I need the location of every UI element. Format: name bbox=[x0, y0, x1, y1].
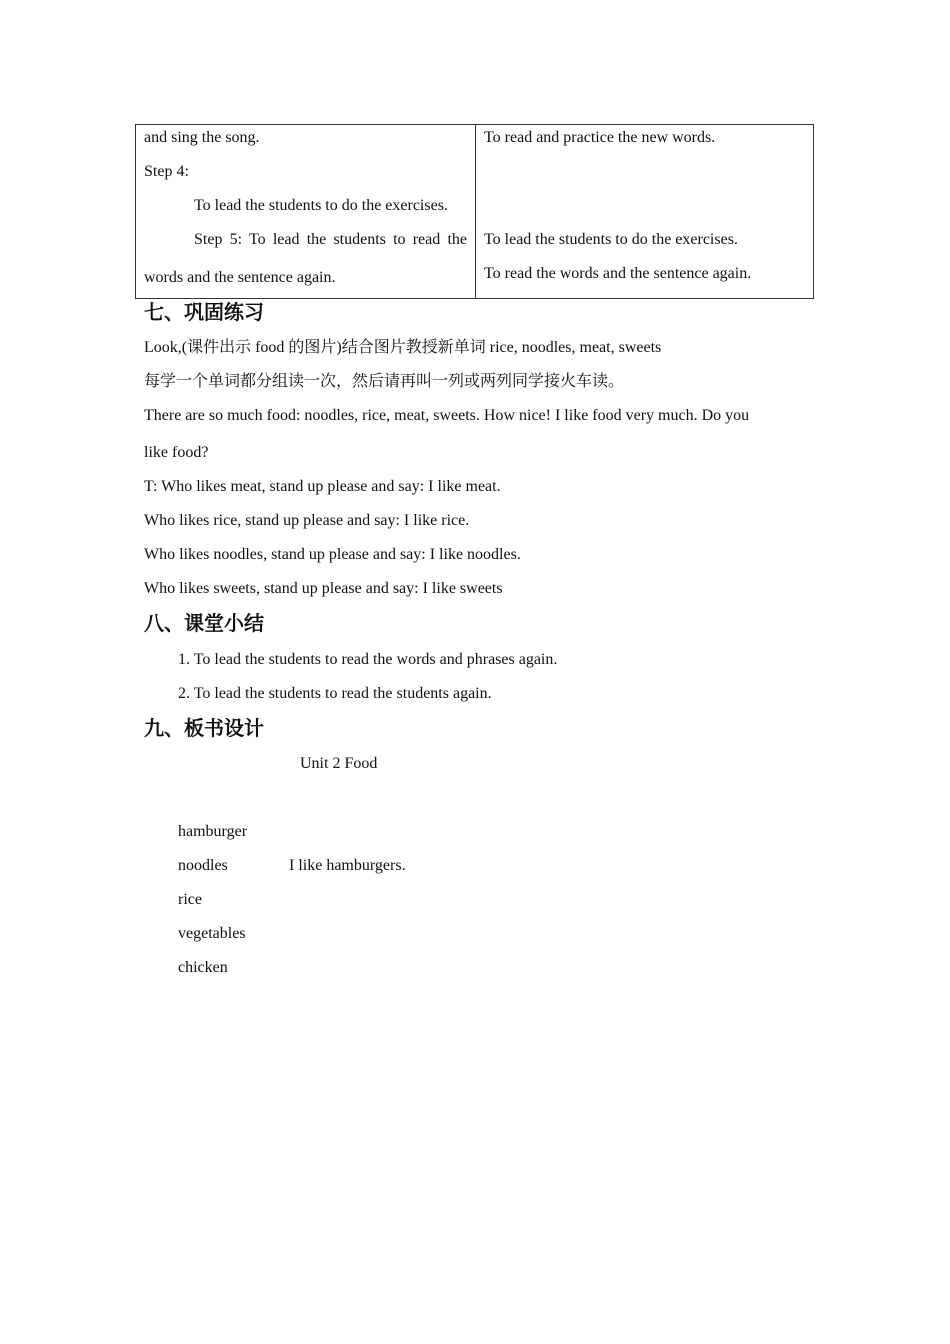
section-7-paragraph-7: Who likes noodles, stand up please and say: I like noodles. bbox=[144, 546, 521, 563]
section-7-paragraph-8: Who likes sweets, stand up please and say: I like sweets bbox=[144, 580, 503, 597]
board-word-5: chicken bbox=[178, 959, 228, 976]
board-word-4: vegetables bbox=[178, 925, 246, 942]
board-word-3: rice bbox=[178, 891, 202, 908]
steps-table bbox=[135, 124, 814, 299]
table-left-line-4: Step 5: To lead the students to read the bbox=[194, 231, 467, 248]
board-word-1: hamburger bbox=[178, 823, 248, 840]
section-8-item-1: 1. To lead the students to read the words and phrases again. bbox=[178, 651, 558, 668]
section-7-paragraph-6: Who likes rice, stand up please and say: I like rice. bbox=[144, 512, 470, 529]
section-7-paragraph-1: Look,(课件出示 food 的图片)结合图片教授新单词 rice, noodles, meat, sweets bbox=[144, 339, 662, 356]
section-8-item-2: 2. To lead the students to read the students again. bbox=[178, 685, 492, 702]
section-7-paragraph-5: T: Who likes meat, stand up please and say: I like meat. bbox=[144, 478, 501, 495]
table-left-line-1: and sing the song. bbox=[144, 129, 260, 146]
section-7-paragraph-2: 每学一个单词都分组读一次，然后请再叫一列或两列同学接火车读。 bbox=[144, 373, 625, 390]
board-word-2: noodles bbox=[178, 857, 228, 874]
section-8-heading: 八、课堂小结 bbox=[144, 611, 264, 635]
board-title: Unit 2 Food bbox=[300, 755, 378, 772]
section-7-paragraph-4: like food? bbox=[144, 444, 209, 461]
table-right-line-1: To read and practice the new words. bbox=[484, 129, 716, 146]
table-left-line-2: Step 4: bbox=[144, 163, 189, 180]
section-9-heading: 九、板书设计 bbox=[144, 716, 264, 740]
section-7-paragraph-3: There are so much food: noodles, rice, meat, sweets. How nice! I like food very much. Do you bbox=[144, 407, 750, 424]
table-left-line-5: words and the sentence again. bbox=[144, 269, 336, 286]
table-right-line-3: To read the words and the sentence again. bbox=[484, 265, 752, 282]
table-column-divider bbox=[475, 125, 476, 298]
board-sentence: I like hamburgers. bbox=[289, 857, 406, 874]
table-left-line-3: To lead the students to do the exercises. bbox=[194, 197, 448, 214]
section-7-heading: 七、巩固练习 bbox=[144, 300, 264, 324]
table-right-line-2: To lead the students to do the exercises. bbox=[484, 231, 738, 248]
